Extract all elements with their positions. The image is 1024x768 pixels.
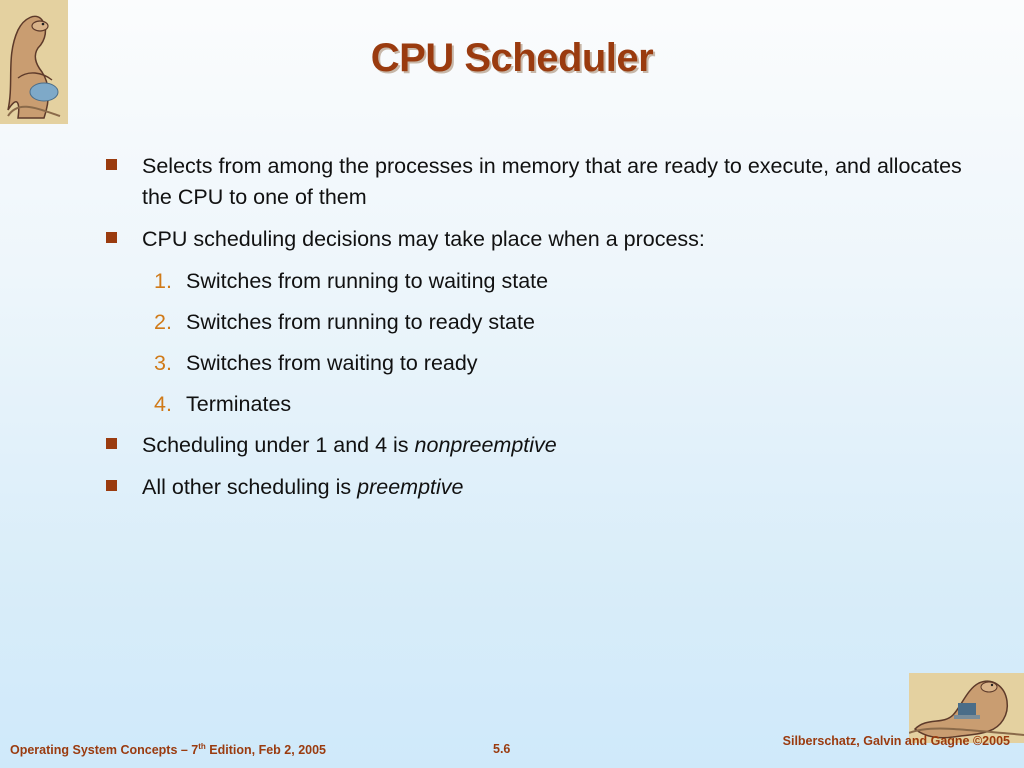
numbered-item-3 [104,348,964,379]
numbered-item-text: Switches from waiting to ready [186,351,478,375]
bullet-item-4 [104,472,964,503]
numbered-item-text: Terminates [186,392,292,416]
dinosaur-logo-bottom [909,673,1024,743]
numbered-item-text: Switches from running to waiting state [186,269,549,293]
item-number: 1. [154,269,172,293]
bullet-text-prefix: All other scheduling is [142,475,358,499]
footer-book-info [10,742,326,757]
bullet-text: CPU scheduling decisions may take place when a process: [142,227,705,251]
square-bullet-icon [106,159,117,170]
page-title: CPU Scheduler [370,36,654,80]
emphasis-text: nonpreemptive [414,433,557,457]
bullet-item-3 [104,430,964,461]
item-number: 3. [154,351,172,375]
slide-content [104,151,964,514]
emphasis-text: preemptive [357,475,464,499]
numbered-item-1 [104,266,964,297]
footer [10,734,1010,762]
bullet-text-prefix: Scheduling under 1 and 4 is [142,433,415,457]
footer-copyright: Silberschatz, Galvin and Gagne ©2005 [782,734,1010,748]
square-bullet-icon [106,438,117,449]
numbered-item-4 [104,389,964,420]
footer-superscript: th [198,742,206,751]
dinosaur-laptop-icon [909,673,1024,743]
bullet-item-1 [104,151,964,213]
slide-number: 5.6 [493,742,511,756]
bullet-text: Selects from among the processes in memory that are ready to execute, and allocates the CPU to one of them [142,154,962,209]
footer-left-prefix: Operating System Concepts – 7 [10,743,199,758]
square-bullet-icon [106,480,117,491]
item-number: 4. [154,392,172,416]
item-number: 2. [154,310,172,334]
numbered-item-text: Switches from running to ready state [186,310,535,334]
bullet-item-2 [104,224,964,255]
footer-left-suffix: Edition, Feb 2, 2005 [205,743,327,758]
numbered-item-2 [104,307,964,338]
square-bullet-icon [106,232,117,243]
